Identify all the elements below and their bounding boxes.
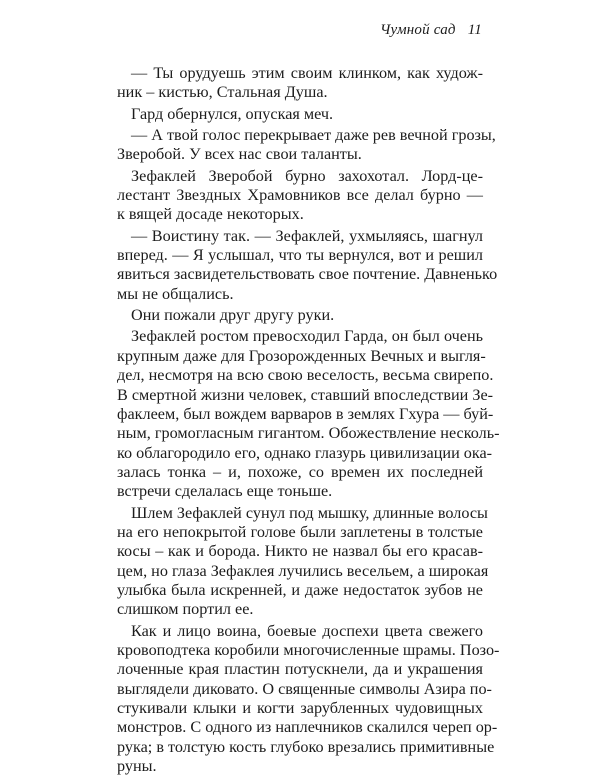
paragraph: [117, 226, 498, 304]
text-line: ко облагородило его, однако глазурь цивилизации ока-: [117, 443, 493, 462]
page-number: 11: [467, 22, 482, 38]
text-line: ным, громогласным гигантом. Обожествление несколь-: [117, 424, 500, 443]
text-line: монстров. С одного из наплечников скалился череп ор-: [117, 718, 498, 737]
text-line: слишком портил ее.: [117, 600, 254, 619]
paragraph: [117, 64, 483, 103]
text-line: дел, несмотря на всю свою веселость, весьма свирепо.: [117, 366, 494, 385]
text-line: крупным даже для Грозорожденных Вечных и выгля-: [117, 346, 486, 365]
text-line: кровоподтека коробили многочисленные шрамы. Позо-: [117, 640, 500, 659]
paragraph: [117, 621, 500, 777]
paragraph: [117, 167, 483, 225]
text-line: лестант Звездных Храмовников все делал бурно —: [117, 186, 483, 205]
text-line: — А твой голос перекрывает даже рев вечной грозы,: [131, 126, 496, 145]
text-line: Шлем Зефаклей сунул под мышку, длинные волосы: [131, 503, 488, 522]
paragraph: [117, 306, 483, 325]
text-line: Как и лицо воина, боевые доспехи цвета свежего: [131, 621, 483, 640]
paragraph: [117, 503, 489, 620]
paragraph: [117, 327, 500, 501]
text-line: — Воистину так. — Зефаклей, ухмыляясь, шагнул: [131, 226, 483, 245]
text-line: Гард обернулся, опуская меч.: [131, 104, 334, 123]
text-line: рука; в толстую кость глубоко врезались примитивные: [117, 737, 495, 756]
text-line: явиться засвидетельствовать свое почтение. Давненько: [117, 265, 498, 284]
text-line: — Ты орудуешь этим своим клинком, как худож-: [131, 64, 483, 82]
text-line: цем, но глаза Зефаклея лучились весельем, а широкая: [117, 561, 489, 580]
paragraph: [117, 105, 483, 124]
text-line: ник – кистью, Стальная Душа.: [117, 83, 328, 102]
text-line: Зефаклей ростом превосходил Гарда, он был очень: [131, 327, 483, 346]
text-line: стукивали клыки и когти зарубленных чудовищных: [117, 699, 483, 717]
text-line: вперед. — Я услышал, что ты вернулся, вот и решил: [117, 246, 483, 265]
text-line: лоченные края пластин потускнели, да и украшения: [117, 660, 483, 679]
text-line: к вящей досаде некоторых.: [117, 205, 304, 224]
body-text: [117, 64, 500, 778]
text-line: на его непокрытой голове были заплетены в толстые: [117, 522, 483, 541]
text-line: факлеем, был вождем варваров в землях Гхура — буй-: [117, 404, 494, 423]
text-line: Они пожали друг другу руки.: [131, 306, 335, 325]
text-line: В смертной жизни человек, ставший впоследствии Зе-: [117, 385, 494, 404]
text-line: улыбка была искренней, и даже недостаток зубов не: [117, 580, 483, 599]
running-head: [380, 22, 482, 39]
chapter-title: Чумной сад: [379, 22, 456, 38]
text-line: залась тонка – и, похоже, со времен их последней: [117, 462, 483, 481]
text-line: выглядели диковато. О священные символы Азира по-: [117, 679, 492, 698]
text-line: Зефаклей Зверобой бурно захохотал. Лорд-це-: [131, 166, 483, 185]
text-line: косы – как и борода. Никто не назвал бы его красав-: [117, 542, 483, 561]
text-line: мы не общались.: [117, 284, 234, 303]
text-line: встречи сделалась еще тоньше.: [117, 482, 333, 501]
paragraph: [117, 126, 496, 165]
text-line: Зверобой. У всех нас свои таланты.: [117, 145, 362, 164]
text-line: руны.: [117, 757, 157, 776]
